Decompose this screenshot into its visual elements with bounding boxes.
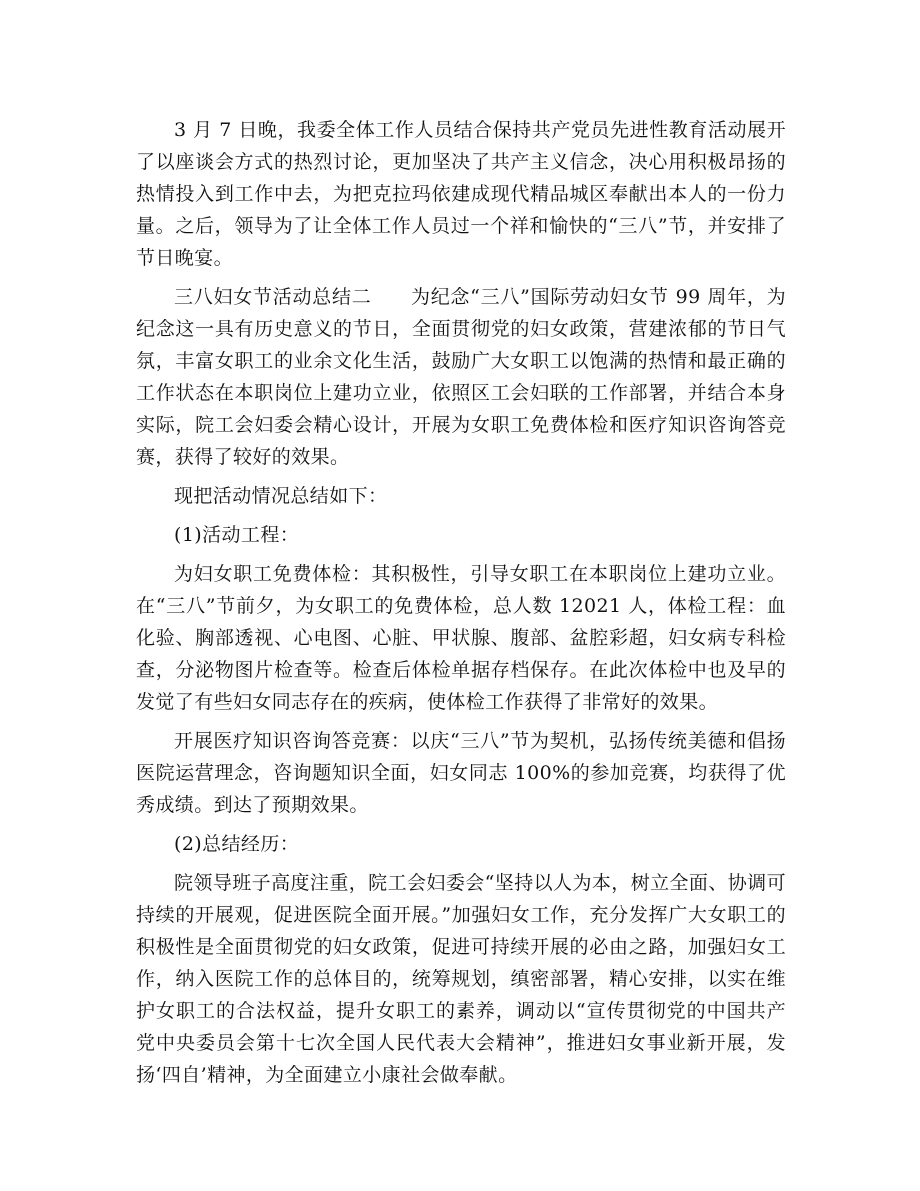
section-heading-experience: (2)总结经历： bbox=[174, 833, 300, 855]
paragraph-knowledge-contest: 开展医疗知识咨询答竞赛：以庆“三八”节为契机，弘扬传统美德和倡扬医院运营理念，咨询题知识全面，妇女同志 100%的参加竞赛，均获得了优秀成绩。到达了预期效果。 bbox=[136, 730, 786, 816]
paragraph-summary-two-intro: 三八妇女节活动总结二 为纪念“三八”国际劳动妇女节 99 周年，为纪念这一具有历史意义的节日，全面贯彻党的妇女政策，营建浓郁的节日气氛，丰富女职工的业余文化生活，鼓励广大女职工以饱满的热情和最正确的工作状态在本职岗位上建功立业，依照区工会妇联的工作部署，并结合本身实际，院工会妇委会精心设计，开展为女职工免费体检和医疗知识咨询答竞赛，获得了较好的效果。 bbox=[136, 286, 786, 468]
paragraph-womens-day-evening: 3 月 7 日晚，我委全体工作人员结合保持共产党员先进性教育活动展开了以座谈会方式的热烈讨论，更加坚决了共产主义信念，决心用积极昂扬的热情投入到工作中去，为把克拉玛依建成现代精品城区奉献出本人的一份力量。之后，领导为了让全体工作人员过一个祥和愉快的“三八”节，并安排了节日晚宴。 bbox=[136, 119, 786, 269]
section-heading-activities: (1)活动工程： bbox=[174, 524, 300, 546]
paragraph-free-checkup: 为妇女职工免费体检：其积极性，引导女职工在本职岗位上建功立业。在“三八”节前夕，为女职工的免费体检，总人数 12021 人，体检工程：血化验、胸部透视、心电图、心脏、甲状腺、腹部、盆腔彩超，妇女病专科检查，分泌物图片检查等。检查后体检单据存档保存。在此次体检中也及早的发觉了有些妇女同志存在的疾病，使体检工作获得了非常好的效果。 bbox=[136, 563, 786, 713]
paragraph-experience-summary: 院领导班子高度注重，院工会妇委会“坚持以人为本，树立全面、协调可持续的开展观，促进医院全面开展。”加强妇女工作，充分发挥广大女职工的积极性是全面贯彻党的妇女政策，促进可持续开展的必由之路，加强妇女工作，纳入医院工作的总体目的，统筹规划，缜密部署，精心安排，以实在维护女职工的合法权益，提升女职工的素养，调动以“宣传贯彻党的中国共产党中央委员会第十七次全国人民代表大会精神”，推进妇女事业新开展，发扬‘四自’精神，为全面建立小康社会做奉献。 bbox=[136, 872, 786, 1086]
paragraph-summary-lead: 现把活动情况总结如下： bbox=[174, 485, 388, 507]
